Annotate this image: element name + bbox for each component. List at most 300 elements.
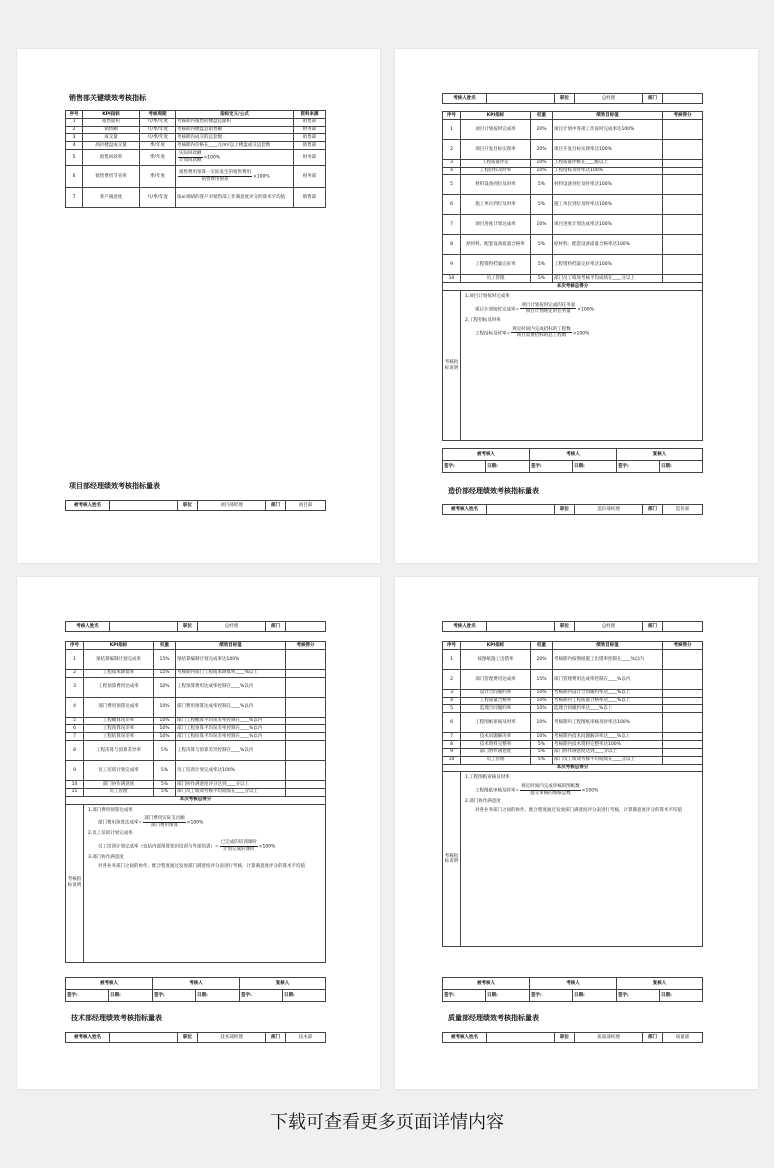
score-cell: [663, 215, 703, 235]
cell: 9: [443, 748, 461, 756]
cell: 考核期内楼盘总销售额: [176, 126, 294, 134]
formula-denominator: 计划回款额: [179, 158, 202, 164]
table-row: [443, 669, 703, 689]
name-label: 被考核人姓名: [66, 501, 110, 511]
formula-cell: [176, 150, 294, 166]
formula-numerator: 销售费用预算－实际发生的销售费用: [179, 170, 251, 176]
total-label: 本次考核总得分: [443, 283, 703, 291]
cell: 2: [443, 139, 461, 159]
position-value: 总经理: [575, 622, 643, 632]
cell: 10%: [154, 677, 176, 697]
formula-lead: 工程图纸审核及时率=: [475, 788, 520, 794]
cell: 6: [66, 166, 83, 188]
dept-label: 部门: [266, 1033, 286, 1043]
cell: 10%: [154, 697, 176, 717]
cell: 原材料、配套设备质量合格率达100%: [553, 235, 663, 255]
cell: 11: [66, 788, 84, 796]
cell: 4: [443, 167, 461, 175]
cell: 材料设备到位及时率达100%: [553, 175, 663, 195]
col-header: 绩效目标值: [553, 642, 663, 650]
position-value: 质量部经理: [575, 1033, 643, 1043]
cell: 工程成本降低率: [84, 669, 154, 677]
cell: 7: [443, 733, 461, 741]
cell: 工程招标及时率达100%: [553, 167, 663, 175]
next-table-header: [65, 500, 326, 511]
col-header: 序号: [443, 112, 461, 120]
notes-row: [66, 804, 326, 962]
dept-value: 项目部: [286, 501, 326, 511]
kpi-table: [65, 110, 326, 208]
date-field[interactable]: 日期:: [660, 461, 703, 473]
cell: 3: [66, 134, 83, 142]
name-label: 被考核人姓名: [66, 1033, 110, 1043]
position-value: 造价部经理: [575, 505, 643, 515]
score-cell: [663, 705, 703, 713]
cell: 考核期内工程质量合格率达____%以上: [553, 697, 663, 705]
date-field[interactable]: 日期:: [486, 461, 530, 473]
date-field[interactable]: 日期:: [196, 990, 240, 1002]
note-heading: 2.员工培训计划完成率: [88, 831, 133, 837]
cell: 1: [443, 119, 461, 139]
cell: 客户满意度: [83, 188, 140, 208]
dept-label: 部门: [643, 505, 663, 515]
formula-denominator: 销售费用预算: [201, 177, 229, 183]
score-cell: [663, 119, 703, 139]
cell: 预结算编制计划完成率达100%: [176, 649, 286, 669]
table-row: [443, 713, 703, 733]
name-label: 考核人姓名: [443, 94, 487, 104]
reviewer-label: 复核人: [617, 449, 703, 461]
col-header: KPI指标: [461, 112, 531, 120]
cell: 8: [443, 741, 461, 749]
col-header: 资料来源: [294, 111, 326, 119]
dept-label: 部门: [266, 501, 286, 511]
cell: 工程图纸审核及时率: [461, 713, 531, 733]
assessed-label: 被考核人: [443, 449, 530, 461]
cell: 5%: [531, 741, 553, 749]
cell: 项目进度计划达成率: [461, 215, 531, 235]
cell: 10%: [531, 705, 553, 713]
col-header: 权重: [154, 642, 176, 650]
signature-table: [442, 448, 703, 473]
cell: 设计合同履约率: [461, 689, 531, 697]
dept-label: 部门: [266, 622, 286, 632]
formula-numerator: 实际回款额: [179, 151, 202, 157]
col-header: 绩效目标值: [553, 112, 663, 120]
cell: 员工培训计划完成率: [84, 761, 154, 781]
score-cell: [286, 649, 326, 669]
table-row: [443, 689, 703, 697]
kpi-table: [65, 641, 326, 963]
assessed-label: 被考核人: [443, 978, 530, 990]
cell: 10: [66, 781, 84, 789]
position-value: 技术部经理: [198, 1033, 266, 1043]
cell: 1: [66, 118, 83, 126]
position-label: 职位: [555, 505, 575, 515]
cell: 10%: [154, 733, 176, 741]
cell: 7: [66, 188, 83, 208]
cell: 10%: [531, 713, 553, 733]
total-row: [443, 283, 703, 291]
cell: 部门协作满意度评分达到____分以上: [176, 781, 286, 789]
score-cell: [663, 139, 703, 159]
cell: 考核期内工程图纸审核及时率达100%: [553, 713, 663, 733]
cell: 销售额: [83, 126, 140, 134]
signature-field[interactable]: 签字:: [443, 461, 486, 473]
next-table-title: 造价部经理绩效考核指标量表: [448, 487, 539, 495]
cell: 5%: [531, 175, 553, 195]
document-page-1: [17, 49, 380, 563]
cell: 5%: [154, 781, 176, 789]
cell: 5%: [154, 761, 176, 781]
position-label: 职位: [178, 622, 198, 632]
notes-content: [461, 291, 703, 441]
cell: 项目开发目标实现率: [461, 139, 531, 159]
cell: 考核期内技术问题解决率达____%以上: [553, 733, 663, 741]
table-row: [443, 235, 703, 255]
cell: 技术问题解决率: [461, 733, 531, 741]
formula-lead: 项目计划按时完成率=: [475, 307, 520, 313]
table-row: [66, 150, 326, 166]
cell: 项目计划中各项工作按时完成率达100%: [553, 119, 663, 139]
score-cell: [286, 781, 326, 789]
table-row: [443, 697, 703, 705]
score-cell: [663, 713, 703, 733]
table-row: [66, 677, 326, 697]
name-label: 考核人姓名: [66, 622, 110, 632]
score-cell: [286, 669, 326, 677]
signature-field[interactable]: 签字:: [617, 990, 660, 1002]
table-row: [443, 159, 703, 167]
cell: 5%: [531, 748, 553, 756]
table-row: [66, 649, 326, 669]
name-value: [110, 501, 178, 511]
formula: [465, 303, 698, 315]
notes-content: [461, 772, 703, 947]
score-cell: [286, 697, 326, 717]
position-label: 职位: [555, 622, 575, 632]
score-cell: [286, 741, 326, 761]
name-value: [110, 622, 178, 632]
col-header: 考核得分: [286, 642, 326, 650]
next-table-header: [442, 504, 703, 515]
cell: 技术资料完整率: [461, 741, 531, 749]
formula-suffix: ×100%: [572, 331, 590, 337]
table-row: [443, 195, 703, 215]
cell: 7: [66, 733, 84, 741]
table-row: [443, 649, 703, 669]
cell: 10%: [154, 725, 176, 733]
date-field[interactable]: 日期:: [573, 461, 617, 473]
cell: 项目计划按时完成率: [461, 119, 531, 139]
signature-field[interactable]: 签字:: [443, 990, 486, 1002]
cell: 8: [66, 741, 84, 761]
cell: 考核期内技术资料完整率达100%: [553, 741, 663, 749]
cell: 销售部: [294, 118, 326, 126]
score-cell: [663, 159, 703, 167]
cell: 7: [443, 215, 461, 235]
formula-suffix: ×100%: [258, 844, 276, 850]
cell: 5: [443, 705, 461, 713]
cell: 2: [66, 126, 83, 134]
cell: 部门员工绩效考核平均成绩在____分以上: [553, 275, 663, 283]
cell: 考核期内销售的楼盘总面积: [176, 118, 294, 126]
cell: 考核期内部门工程成本降低率____%以上: [176, 669, 286, 677]
table-row: [66, 733, 326, 741]
total-label: 本次考核总得分: [443, 764, 703, 772]
formula-denominator: 部门费用预算: [151, 822, 179, 828]
next-table-header: [65, 1032, 326, 1043]
date-field[interactable]: 日期:: [283, 990, 326, 1002]
table-row: [443, 733, 703, 741]
cell: 销售部: [294, 142, 326, 150]
cell: 5%: [154, 741, 176, 761]
score-cell: [663, 669, 703, 689]
score-cell: [286, 677, 326, 697]
signature-field[interactable]: 签字:: [153, 990, 196, 1002]
cell: 部门协作满意度: [84, 781, 154, 789]
score-cell: [663, 733, 703, 741]
formula-cell: [176, 166, 294, 188]
table-row: [66, 118, 326, 126]
cell: 销售回款率: [83, 150, 140, 166]
score-cell: [286, 717, 326, 725]
signature-field[interactable]: 签字:: [66, 990, 109, 1002]
name-label: 被考核人姓名: [443, 505, 487, 515]
cell: 监理合同履约率: [461, 705, 531, 713]
cell: 10%: [531, 159, 553, 167]
cell: 15%: [531, 669, 553, 689]
name-value: [487, 1033, 555, 1043]
cell: 员工管理: [461, 275, 531, 283]
formula-numerator: 已完成的培训课时: [220, 840, 257, 845]
cell: 10%: [531, 733, 553, 741]
table-row: [66, 788, 326, 796]
cell: 3: [443, 159, 461, 167]
cell: 施工单位到位及时率达100%: [553, 195, 663, 215]
cell: 10%: [531, 689, 553, 697]
cell: 工程结算误差率: [84, 733, 154, 741]
cell: 3: [66, 677, 84, 697]
cell: 8: [443, 235, 461, 255]
dept-value: 技术部: [286, 1033, 326, 1043]
formula-denominator: 项目计划规定的任务量: [525, 309, 571, 315]
cell: 按图纸施工出错率: [461, 649, 531, 669]
position-value: 项目部经理: [198, 501, 266, 511]
col-header: 考核周期: [140, 111, 176, 119]
cell: 9: [66, 761, 84, 781]
cell: 5%: [531, 235, 553, 255]
table-row: [66, 761, 326, 781]
score-cell: [286, 761, 326, 781]
cell: 工程资料档案完好率达100%: [553, 255, 663, 275]
cell: 1: [443, 649, 461, 669]
table-row: [443, 167, 703, 175]
table-row: [443, 748, 703, 756]
note-heading: 1.工程图纸审核及时率: [465, 775, 510, 781]
score-cell: [663, 689, 703, 697]
score-cell: [663, 167, 703, 175]
table-row: [443, 741, 703, 749]
cell: 施工单位到位及时率: [461, 195, 531, 215]
cell: 5: [66, 150, 83, 166]
cell: 月/季/年度: [140, 126, 176, 134]
note-heading: 2.部门协作满意度: [465, 799, 501, 805]
reviewer-label: 复核人: [617, 978, 703, 990]
cell: 员工管理: [84, 788, 154, 796]
cell: 6: [443, 195, 461, 215]
cell: 按or调研的客户对销售部工作满意度评分的算术平均值: [176, 188, 294, 208]
signature-field[interactable]: 签字:: [240, 990, 283, 1002]
cell: 季/年度: [140, 150, 176, 166]
formula: [88, 816, 321, 828]
col-header: 权重: [531, 112, 553, 120]
position-label: 职位: [555, 1033, 575, 1043]
table-row: [66, 669, 326, 677]
cell: 20%: [531, 119, 553, 139]
formula-suffix: ×100%: [186, 820, 204, 826]
cell: 项目进度计划达成率达100%: [553, 215, 663, 235]
cell: 5: [443, 175, 461, 195]
table-row: [443, 756, 703, 764]
kpi-table: [442, 111, 703, 441]
cell: 20%: [531, 139, 553, 159]
assessed-label: 被考核人: [66, 978, 153, 990]
total-label: 本次考核总得分: [66, 796, 326, 804]
cell: 季/年度: [140, 142, 176, 150]
col-header: 指标定义/公式: [176, 111, 294, 119]
note-heading: 3.部门协作满意度: [88, 855, 124, 861]
signature-field[interactable]: 签字:: [617, 461, 660, 473]
signature-field[interactable]: 签字:: [530, 990, 573, 1002]
cell: 部门管理费用达成率: [461, 669, 531, 689]
table-row: [66, 126, 326, 134]
col-header: 考核得分: [663, 112, 703, 120]
formula-denominator: 项目需要招标的总工程数: [516, 333, 567, 339]
cell: 3: [443, 689, 461, 697]
date-field[interactable]: 日期:: [486, 990, 530, 1002]
table-row: [443, 175, 703, 195]
cell: 工程决算与预算差异控制在____%以内: [176, 741, 286, 761]
table-row: [66, 697, 326, 717]
score-cell: [286, 733, 326, 741]
col-header: KPI指标: [461, 642, 531, 650]
cell: 1: [66, 649, 84, 669]
cell: 部门费用预算达成率控制在____%以内: [176, 697, 286, 717]
notes-side-label: 考核指标说明: [66, 804, 84, 962]
cell: 4: [443, 697, 461, 705]
formula-numerator: 规定时间内完成招标的工程数: [512, 326, 571, 332]
table-row: [443, 275, 703, 283]
cell: 2: [66, 669, 84, 677]
next-table-title: 质量部经理绩效考核指标量表: [448, 1014, 539, 1022]
formula-suffix: ×100%: [577, 307, 594, 313]
formula-suffix: ×100%: [253, 175, 270, 181]
cell: 财务部: [294, 150, 326, 166]
cell: 6: [66, 725, 84, 733]
cell: 财务部: [294, 166, 326, 188]
cell: 工程质量合格率: [461, 697, 531, 705]
score-cell: [663, 235, 703, 255]
note-heading: 1.项目计划按时完成率: [465, 294, 510, 300]
date-field[interactable]: 日期:: [573, 990, 617, 1002]
total-row: [66, 796, 326, 804]
cell: 工程质量评级在____级以上: [553, 159, 663, 167]
cell: 5%: [154, 788, 176, 796]
table-row: [66, 781, 326, 789]
score-cell: [663, 697, 703, 705]
table-row: [443, 255, 703, 275]
page-title: 销售部关键绩效考核指标: [69, 94, 146, 102]
table-row: [66, 166, 326, 188]
formula-numerator: 部门费用实际支出额: [144, 816, 185, 822]
cell: 部门工程概算平均误差率控制在____%以内: [176, 717, 286, 725]
signature-table: [442, 977, 703, 1002]
col-header: 序号: [66, 642, 84, 650]
cell: 10%: [531, 167, 553, 175]
cell: 考核期内设计合同履约率达____%以上: [553, 689, 663, 697]
cell: 部门费用预算达成率: [84, 697, 154, 717]
cell: 员工管理: [461, 756, 531, 764]
table-row: [66, 741, 326, 761]
cell: 部门员工绩效考核平均成绩在____分以上: [553, 756, 663, 764]
cell: 工程质量评定: [461, 159, 531, 167]
formula: [465, 784, 698, 796]
cell: 工程概算误差率: [84, 717, 154, 725]
document-page-3: [17, 577, 380, 1089]
note-heading: 1.部门费用预算达成率: [88, 807, 133, 813]
cell: 材料设备到位及时率: [461, 175, 531, 195]
cell: 成交量: [83, 134, 140, 142]
kpi-table: [442, 641, 703, 947]
col-header: 考核得分: [663, 642, 703, 650]
cell: 销售费用节省率: [83, 166, 140, 188]
position-value: 总经理: [198, 622, 266, 632]
table-row: [443, 139, 703, 159]
cell: 销售部: [294, 188, 326, 208]
cell: 工程预算误差率: [84, 725, 154, 733]
assessor-label: 考核人: [153, 978, 240, 990]
note-text: 对各业务部门之间的协作、配合程度通过发放部门满意度评分表进行考核，计算满意度评分的算术平均值: [475, 807, 682, 813]
col-header: 序号: [66, 111, 83, 119]
position-label: 职位: [555, 94, 575, 104]
cell: 季/年度: [140, 166, 176, 188]
dept-label: 部门: [643, 1033, 663, 1043]
dept-value: [286, 622, 326, 632]
dept-value: [663, 622, 703, 632]
document-page-4: [395, 577, 758, 1089]
col-header: 权重: [531, 642, 553, 650]
formula-lead: 部门费用预算达成率=: [98, 820, 143, 826]
score-cell: [663, 649, 703, 669]
table-row: [443, 215, 703, 235]
next-table-title: 项目部经理绩效考核指标量表: [69, 482, 160, 490]
cell: 考核期内成交的总套数: [176, 134, 294, 142]
score-cell: [663, 756, 703, 764]
cell: 5%: [531, 756, 553, 764]
cell: 6: [443, 713, 461, 733]
cell: 部门工程预算平均误差率控制在____%以内: [176, 725, 286, 733]
notes-row: [443, 291, 703, 441]
signature-field[interactable]: 签字:: [530, 461, 573, 473]
date-field[interactable]: 日期:: [109, 990, 153, 1002]
date-field[interactable]: 日期:: [660, 990, 703, 1002]
name-value: [487, 622, 555, 632]
download-more-caption[interactable]: 下载可查看更多页面详情内容: [270, 1112, 504, 1133]
name-label: 考核人姓名: [443, 622, 487, 632]
score-cell: [663, 195, 703, 215]
table-row: [66, 725, 326, 733]
